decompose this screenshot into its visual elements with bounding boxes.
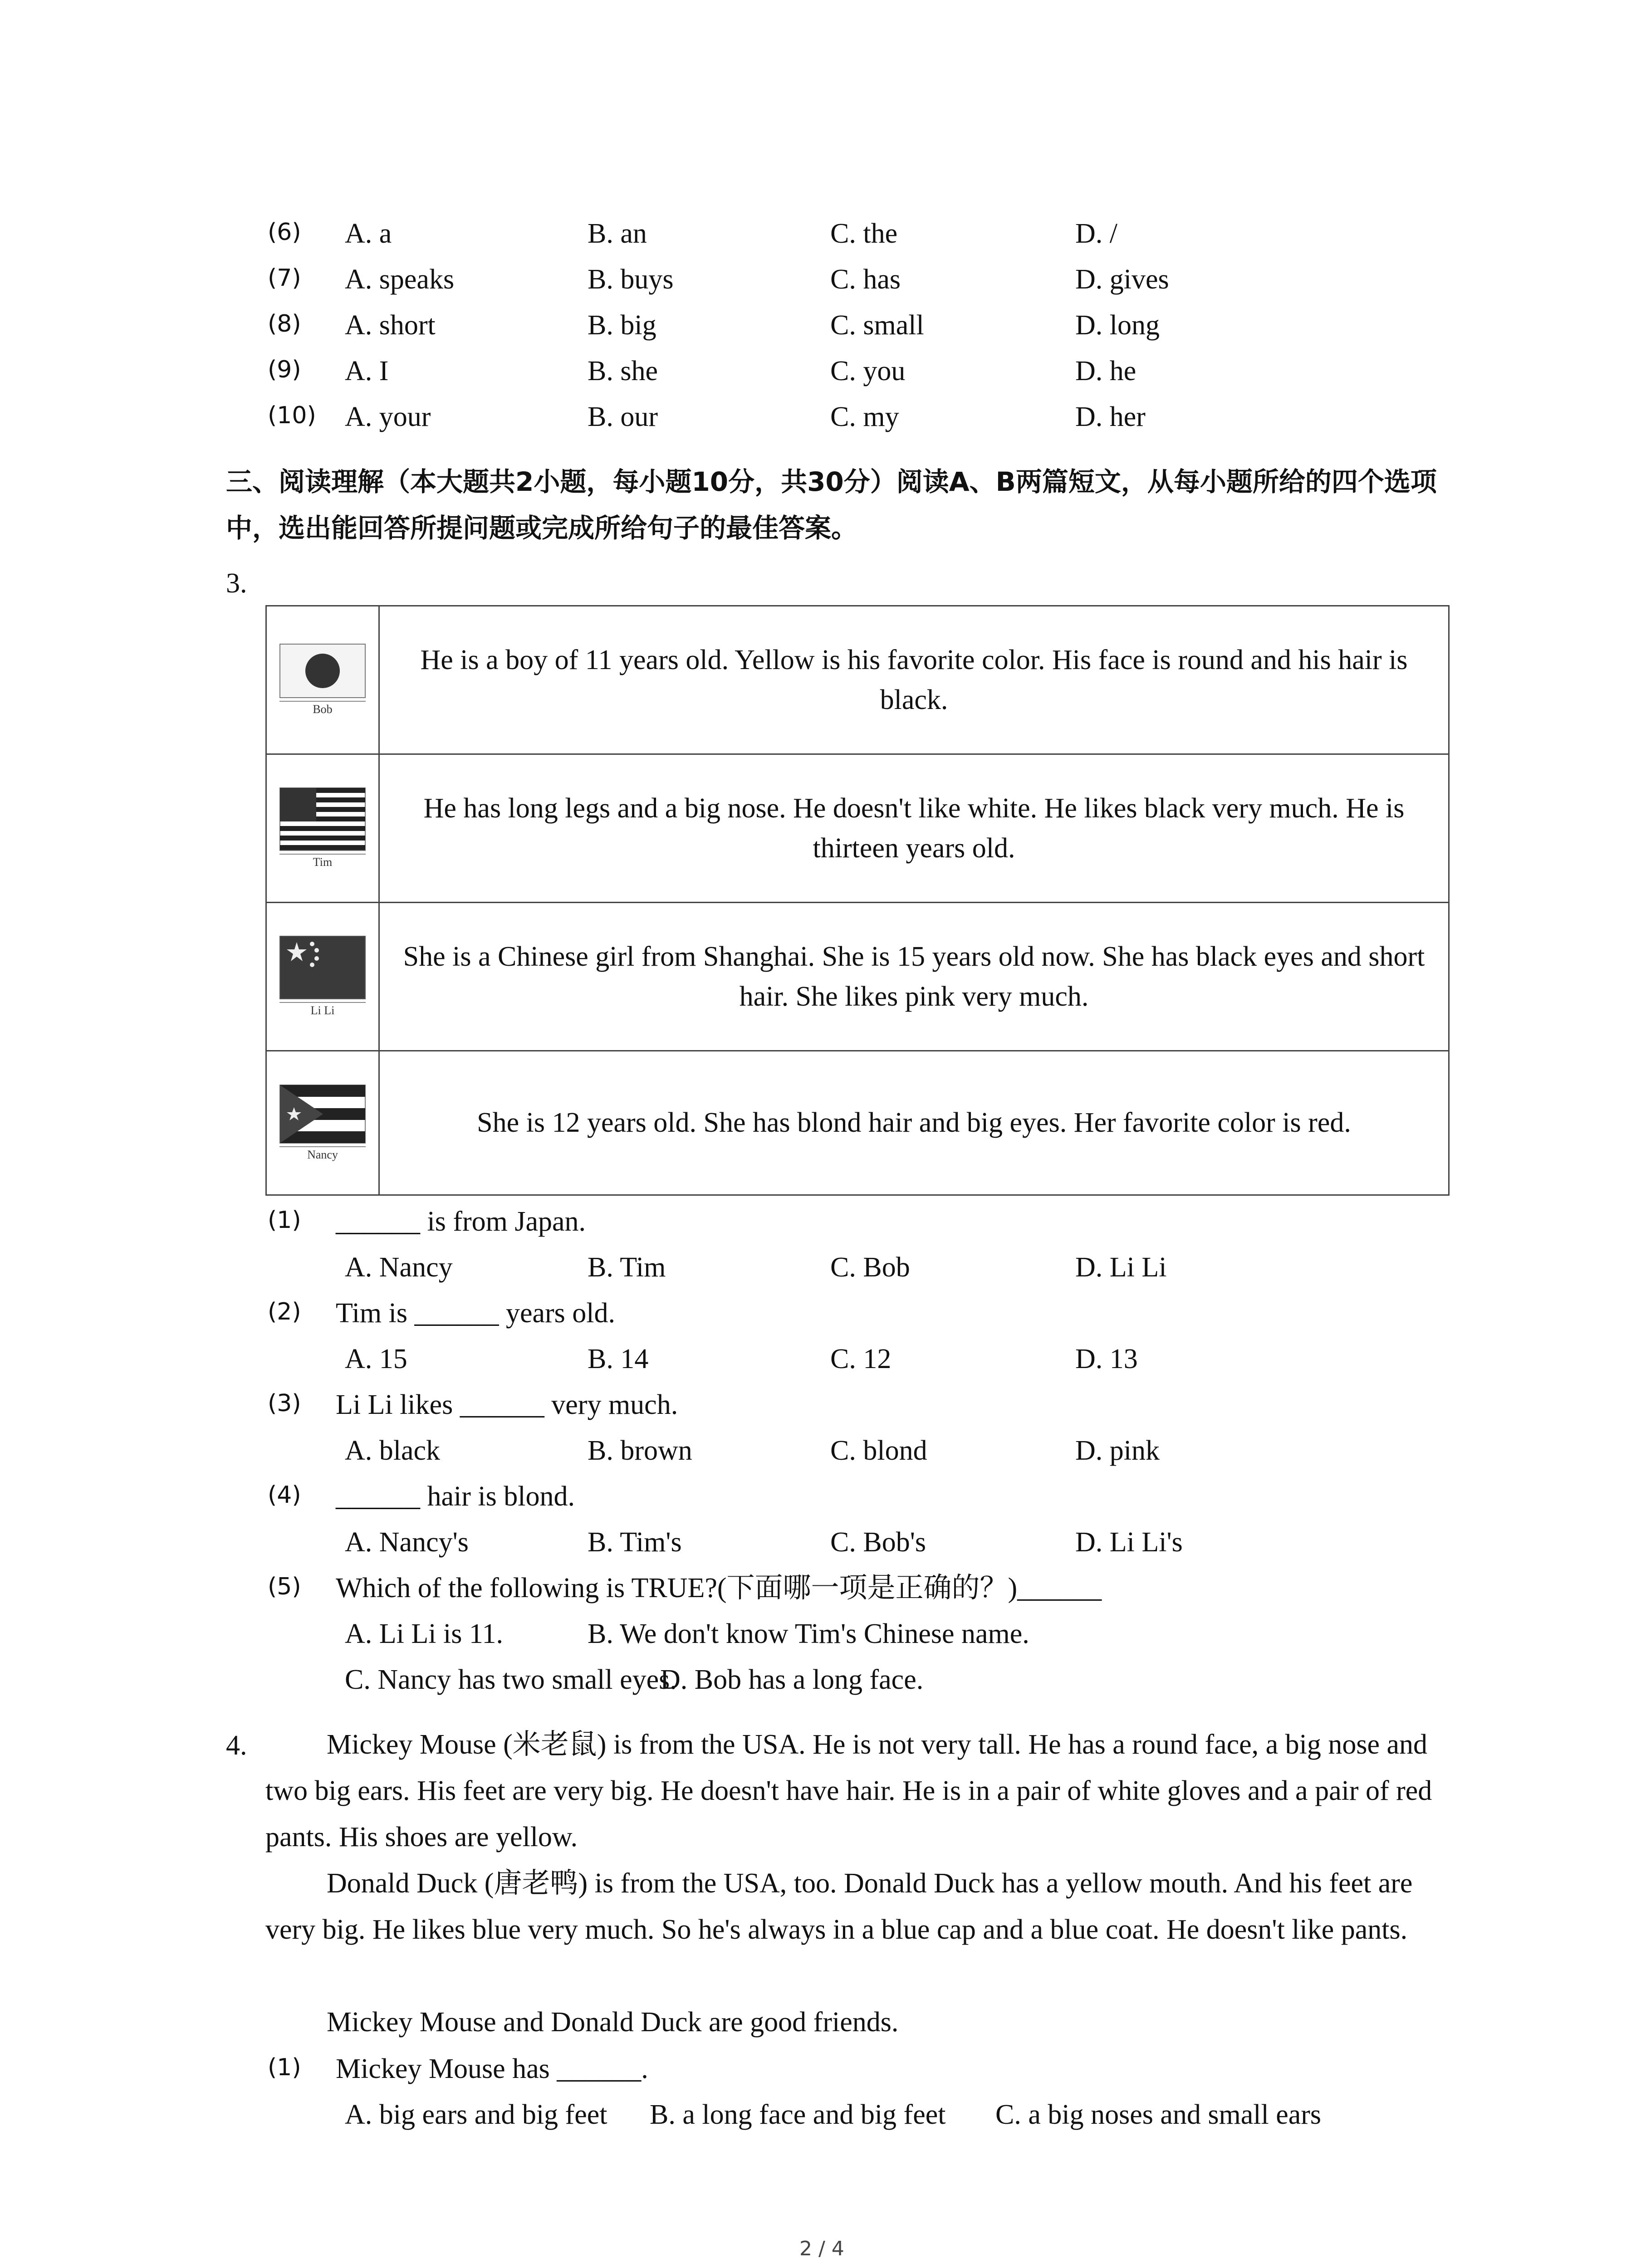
description-cell: She is 12 years old. She has blond hair and big eyes. Her favorite color is red. [379,1051,1449,1195]
question-stem: Tim is ______ years old. [336,1298,616,1329]
question-number: (1) [268,1207,301,1234]
question-number: (8) [268,310,301,337]
option-a: A. I [345,356,389,386]
question-stem: ______ is from Japan. [336,1206,586,1237]
description-cell: He is a boy of 11 years old. Yellow is his favorite color. His face is round and his hair is black. [379,606,1449,754]
option-c: C. a big noses and small ears [995,2099,1322,2130]
option-a: A. short [345,310,436,341]
flag-cell [266,903,379,1051]
question-number: (3) [268,1390,301,1417]
question-stem: Which of the following is TRUE?(下面哪一项是正确的？)______ [336,1573,1102,1603]
passage-paragraph: Donald Duck (唐老鸭) is from the USA, too. Donald Duck has a yellow mouth. And his feet are very big. He likes blue very much. So he's always in a blue cap and a blue coat. He doesn't like pants. [265,1868,1413,1945]
china-flag-icon [279,936,366,999]
option-b: B. Tim [588,1252,666,1283]
question-number: 3. [226,568,247,599]
option-b: B. our [588,401,658,432]
flag-label: Nancy [279,1146,366,1162]
option-b: B. Tim's [588,1527,682,1558]
question-number: (4) [268,1481,301,1509]
option-d: D. Li Li's [1075,1527,1183,1558]
question-stem: Mickey Mouse has ______. [336,2053,648,2084]
question-number: (10) [268,402,316,429]
option-b: B. brown [588,1435,692,1466]
question-number: (7) [268,264,301,292]
option-b: B. she [588,356,658,386]
question-number: (9) [268,356,301,383]
option-c: C. my [830,401,899,432]
table-row [266,1051,1449,1195]
option-a: A. Li Li is 11. [345,1618,504,1649]
passage-paragraph: Mickey Mouse (米老鼠) is from the USA. He is not very tall. He has a round face, a big nose and two big ears. His feet are very big. He doesn't have hair. He is in a pair of white gloves and a pair of red pants. His shoes are yellow. [265,1729,1432,1853]
option-b: B. an [588,218,647,249]
option-c: C. has [830,264,901,295]
option-d: D. her [1075,401,1146,432]
option-d: D. Bob has a long face. [660,1664,924,1695]
flag-cell [266,1051,379,1195]
option-a: A. Nancy's [345,1527,469,1558]
option-d: D. 13 [1075,1344,1138,1374]
flag-cell [266,606,379,754]
option-a: A. big ears and big feet [345,2099,607,2130]
question-number: (6) [268,219,301,246]
option-b: B. big [588,310,656,341]
flag-cell [266,754,379,903]
flag-label: Bob [279,701,366,716]
table-row [266,903,1449,1051]
section-heading: 三、阅读理解（本大题共2小题，每小题10分，共30分）阅读A、B两篇短文，从每小题所给的四个选项中，选出能回答所提问题或完成所给句子的最佳答案。 [226,466,1437,543]
cuba-flag-icon [279,1085,366,1144]
option-a: A. speaks [345,264,455,295]
option-a: A. your [345,401,431,432]
question-stem: Li Li likes ______ very much. [336,1389,678,1420]
table-row [266,754,1449,903]
option-a: A. black [345,1435,441,1466]
question-number: (5) [268,1573,301,1600]
option-d: D. long [1075,310,1160,341]
option-c: C. you [830,356,906,386]
option-a: A. a [345,218,392,249]
question-number: 4. [226,1730,247,1761]
option-c: C. blond [830,1435,927,1466]
question-number: (2) [268,1298,301,1325]
option-b: B. We don't know Tim's Chinese name. [588,1618,1029,1649]
option-c: C. small [830,310,924,341]
description-cell: She is a Chinese girl from Shanghai. She is 15 years old now. She has black eyes and short hair. She likes pink very much. [379,903,1449,1051]
option-b: B. a long face and big feet [650,2099,946,2130]
option-d: D. Li Li [1075,1252,1167,1283]
option-a: A. 15 [345,1344,407,1374]
option-b: B. buys [588,264,674,295]
option-d: D. gives [1075,264,1169,295]
option-c: C. Bob [830,1252,910,1283]
description-cell: He has long legs and a big nose. He doesn't like white. He likes black very much. He is thirteen years old. [379,754,1449,903]
flag-label: Tim [279,854,366,869]
question-number: (1) [268,2054,301,2081]
option-b: B. 14 [588,1344,649,1374]
option-a: A. Nancy [345,1252,453,1283]
question-stem: ______ hair is blond. [336,1481,575,1512]
option-d: D. he [1075,356,1136,386]
option-c: C. 12 [830,1344,892,1374]
usa-flag-icon [279,787,366,851]
info-table [265,605,1450,1196]
option-d: D. pink [1075,1435,1160,1466]
table-row [266,606,1449,754]
option-c: C. the [830,218,898,249]
option-d: D. / [1075,218,1117,249]
option-c: C. Nancy has two small eyes. [345,1664,677,1695]
flag-label: Li Li [279,1002,366,1017]
japan-flag-icon [279,644,366,698]
option-c: C. Bob's [830,1527,926,1558]
page-number: 2 / 4 [799,2237,844,2260]
passage-paragraph: Mickey Mouse and Donald Duck are good friends. [327,2007,899,2038]
